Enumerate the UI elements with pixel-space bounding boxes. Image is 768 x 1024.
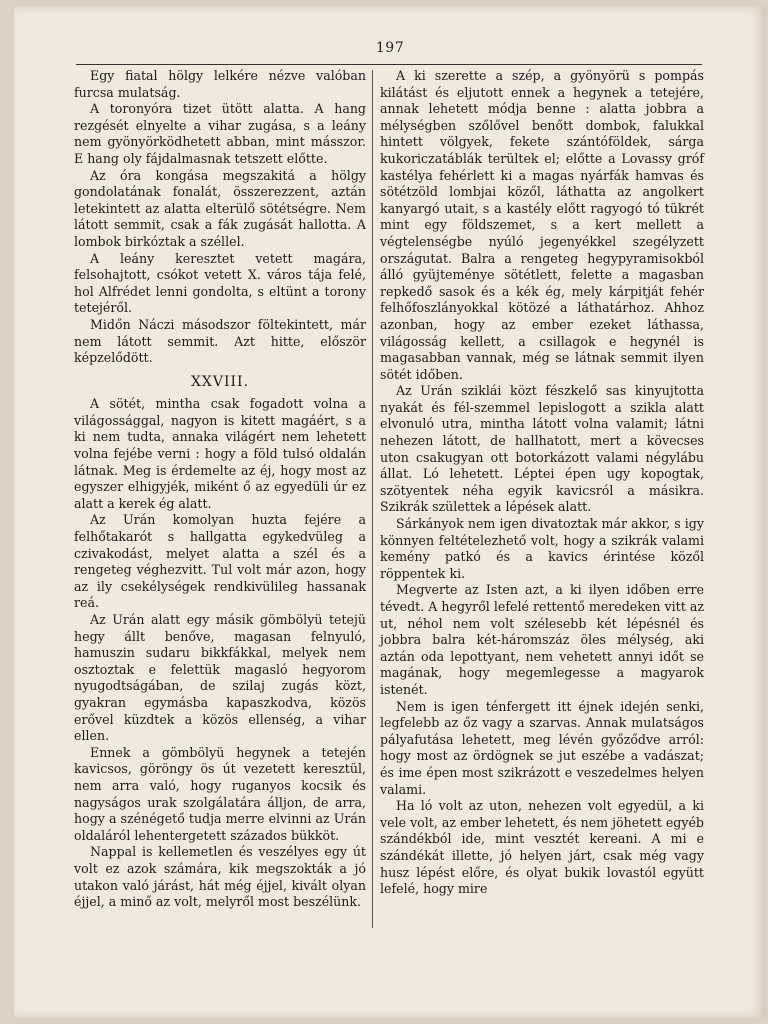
left-column (74, 68, 366, 911)
paragraph: Midőn Náczi másodszor föltekintett, már nem látott semmit. Azt hitte, először képzelődött. (74, 316, 366, 366)
paragraph: Az Urán sziklái közt fészkelő sas kinyujtotta nyakát és fél-szemmel lepislogott a szikla alatt elvonuló utra, mintha látott volna valamit; látni nehezen látott, de hallhatott, mert a kövecses uton csakugyan ott botorkázott valami négylábu állat. Ló lehetett. Léptei épen ugy kopogtak, szötyentek néha egyik kavicsról a másikra. Szikrák születtek a lépések alatt. (380, 383, 704, 515)
paragraph: Az Urán komolyan huzta fejére a felhőtakarót s hallgatta egykedvüleg a czivakodást, melyet alatta a szél és a rengeteg véghezvitt. Tul volt már azon, hogy az ily csekélységek rendkivülileg hassanak reá. (74, 512, 366, 611)
paragraph: Az Urán alatt egy másik gömbölyü tetejü hegy állt benőve, magasan felnyuló, hamuszin sudaru bikkfákkal, melyek nem osztoztak e felettük magasló hegyorom nyugodtságában, de szilaj zugás közt, gyakran egymásba kapaszkodva, közös erővel küzdtek a közös ellenség, a vihar ellen. (74, 612, 366, 744)
chapter-heading: XXVIII. (190, 373, 250, 390)
paragraph: Megverte az Isten azt, a ki ilyen időben erre tévedt. A hegyről lefelé rettentő meredeken vitt az ut, néhol nem volt szélesebb két lépésnél és jobbra balra két-háromszáz öles mélység, aki aztán oda lepottyant, nem vehetett annyi időt se magának, hogy megemlegesse a magyarok istenét. (380, 582, 704, 697)
book-page (14, 6, 766, 1018)
paragraph: A ki szerette a szép, a gyönyörü s pompás kilátást és eljutott ennek a hegynek a tetejére, annak lehetett módja benne : alatta jobbra a mélységben szőlővel benőtt dombok, falukkal hintett völgyek, fekete szántóföldek, sárga kukoriczatáblák terültek el; előtte a Lovassy gróf kastélya fehérlett ki a magas nyárfák hamvas és sötétzöld lombjai közől, láthatta az angolkert kanyargó utait, s a kastély előtt ragyogó tó tükrét mint egy földszemet, s a kert mellett a végtelenségbe nyúló jegenyékkel szegélyzett országutat. Balra a rengeteg hegypyramisokból álló gyüjteménye sötétlett, felette a magasban repkedő sasok és a kék ég, mely kárpitját fehér felhőfoszlányokkal kötözé a láthatárhoz. Ahhoz azonban, hogy az ember ezeket láthassa, világosság kellett, a csillagok e hegynél is magasabban vannak, még se látnak semmit ilyen sötét időben. (380, 68, 704, 382)
paragraph: Az óra kongása megszakitá a hölgy gondolatának fonalát, összerezzent, aztán letekintett az alatta elterülő sötétségre. Nem látott semmit, csak a fák zugását hallotta. A lombok birkóztak a széllel. (74, 167, 366, 249)
paragraph: Egy fiatal hölgy lelkére nézve valóban furcsa mulatság. (74, 68, 366, 100)
paragraph: Nem is igen ténfergett itt éjnek idején senki, legfelebb az őz vagy a szarvas. Annak mulatságos pályafutása lehetett, meg lévén győződve arról: hogy most az ördögnek se jut eszébe a vadászat; és ime épen most szikrázott e veszedelmes helyen valami. (380, 698, 704, 797)
paragraph: A sötét, mintha csak fogadott volna a világossággal, nagyon is kitett magáért, s a ki nem tudta, annaka világért nem lehetett volna fejébe verni : hogy a föld tulsó oldalán látnak. Meg is érdemelte az éj, hogy most az egyszer elhigyjék, miként ő az egyedüli úr ez alatt a kerek ég alatt. (74, 396, 366, 511)
column-divider (372, 70, 373, 928)
right-column (380, 68, 704, 898)
paragraph: Ha ló volt az uton, nehezen volt egyedül, a ki vele volt, az ember lehetett, és nem jöhetett egyéb szándékból ide, mint vesztét kereani. A mi e szándékát illette, jó helyen járt, csak még vagy husz lépést előre, és olyat bukik lovastól együtt lefelé, hogy mire (380, 798, 704, 897)
paragraph: Ennek a gömbölyü hegynek a tetején kavicsos, göröngy ös út vezetett keresztül, nem arra való, hogy ruganyos kocsik és nagyságos urak szolgálatára álljon, de arra, hogy a szénégető tudja merre elvinni az Urán oldaláról lehentergetett százados bükköt. (74, 744, 366, 843)
page-number: 197 (375, 40, 405, 56)
paragraph: A toronyóra tizet ütött alatta. A hang rezgését elnyelte a vihar zugása, s a leány nem gyönyörködhetett abban, mint másszor. E hang oly fájdalmasnak tetszett előtte. (74, 101, 366, 166)
paragraph: Nappal is kellemetlen és veszélyes egy út volt ez azok számára, kik megszokták a jó utakon való járást, hát még éjjel, kivált olyan éjjel, a minő az volt, melyről most beszélünk. (74, 844, 366, 910)
paragraph: A leány keresztet vetett magára, felsohajtott, csókot vetett X. város tája felé, hol Alfrédet lenni gondolta, s eltünt a torony tetejéről. (74, 250, 366, 316)
paragraph: Sárkányok nem igen divatoztak már akkor, s igy könnyen feltételezhető volt, hogy a szikrák valami kemény patkó és a kavics érintése közől röppentek ki. (380, 516, 704, 581)
header-rule (76, 64, 702, 65)
